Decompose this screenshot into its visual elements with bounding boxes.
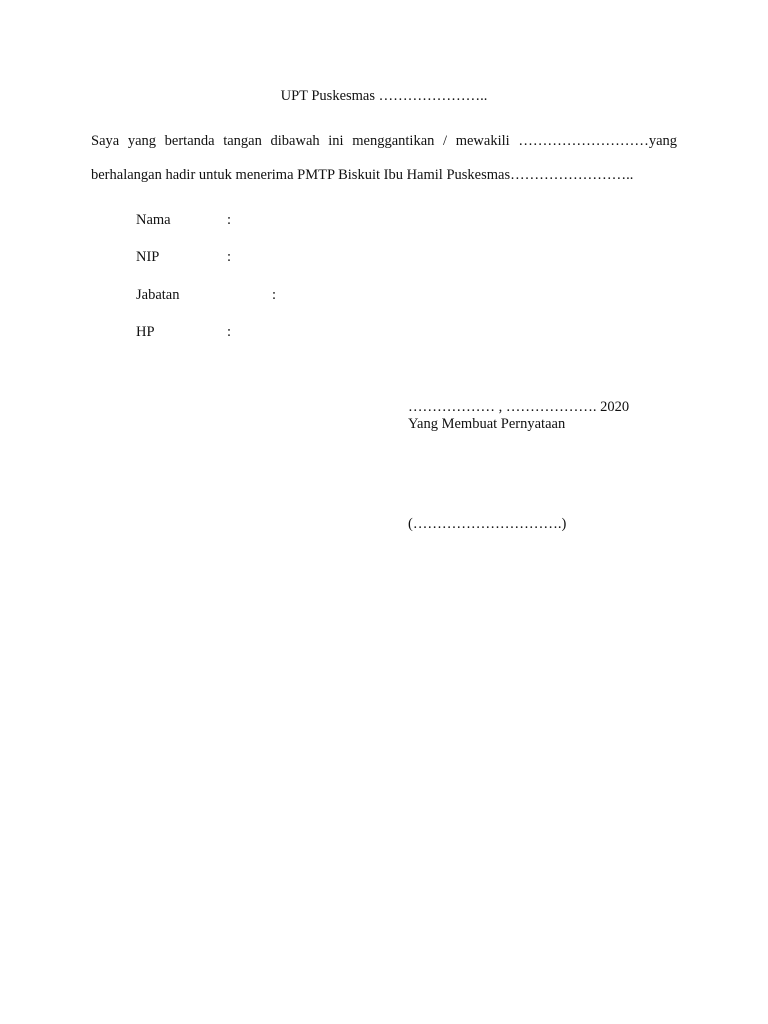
statement-word: / (443, 133, 448, 149)
statement-word: ini (328, 133, 344, 149)
statement-word: Saya (91, 133, 120, 149)
field-colon-hp: : (227, 324, 232, 340)
field-label-nip: NIP (136, 249, 160, 265)
signature-place-date: ……………… , ………………. 2020 (408, 399, 630, 415)
signature-name-placeholder: (………………………….) (408, 516, 567, 532)
statement-word: dibawah (270, 133, 320, 149)
field-label-jabatan: Jabatan (136, 287, 180, 303)
statement-line-2: berhalangan hadir untuk menerima PMTP Biskuit Ibu Hamil Puskesmas…………………….. (91, 167, 634, 183)
statement-word: yang (127, 133, 157, 149)
field-colon-jabatan: : (272, 287, 277, 303)
statement-word: menggantikan (352, 133, 435, 149)
field-label-nama: Nama (136, 212, 171, 228)
statement-word: mewakili (455, 133, 510, 149)
statement-word: tangan (223, 133, 262, 149)
statement-line-1 (91, 133, 677, 150)
signature-title: Yang Membuat Pernyataan (408, 416, 566, 432)
field-label-hp: HP (136, 324, 155, 340)
statement-word: bertanda (164, 133, 215, 149)
document-heading: UPT Puskesmas ………………….. (280, 88, 488, 104)
statement-word: ………………………yang (518, 133, 677, 149)
field-colon-nip: : (227, 249, 232, 265)
field-colon-nama: : (227, 212, 232, 228)
